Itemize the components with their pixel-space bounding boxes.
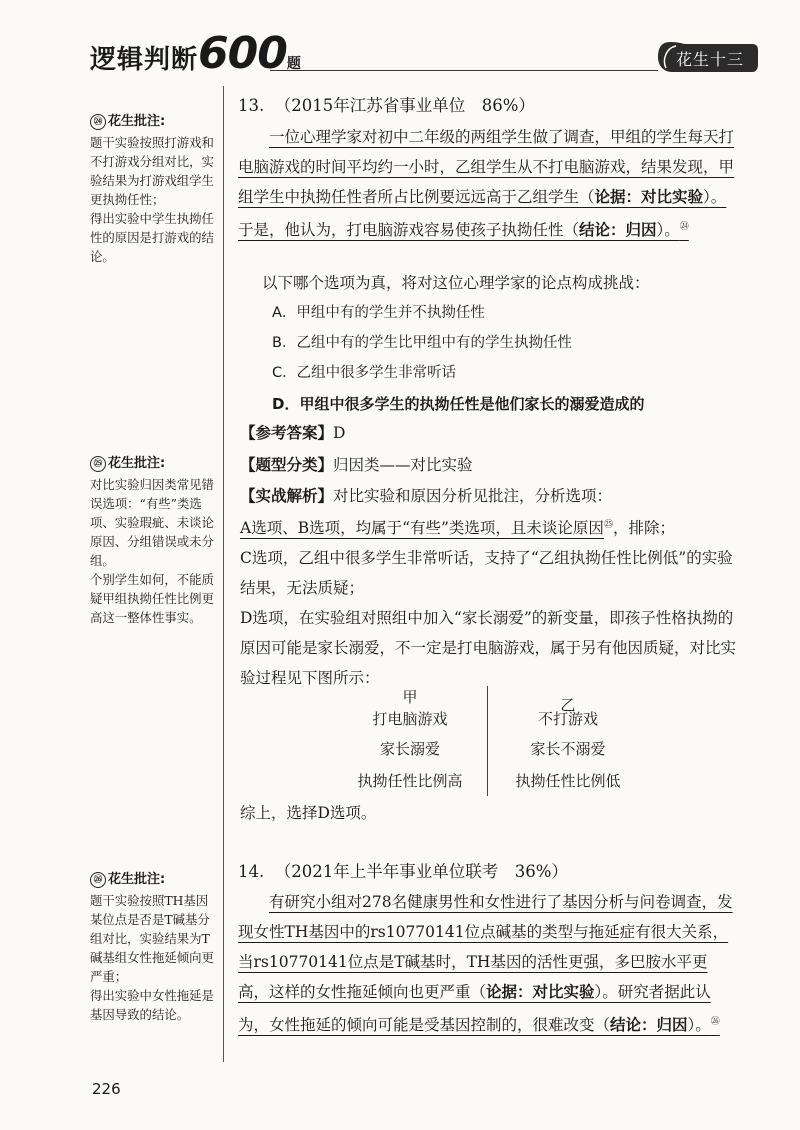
analysis-body: A选项、B选项，均属于“有些”类选项，且未谈论原因$^㉕$，排除； C选项，乙组中很多学生非常听话，支持了“乙组执拗任性比例低”的实验结果，无法质疑； D选项，在实验组对照组中加入“家长溺爱”的新变量，即孩子性格执拗的原因可能是家长溺爱，不一定是打电脑游戏，属于另有他因质疑，对比实验过程见下图所示： xyxy=(240,519,737,688)
reference-answer: 【参考答案】D xyxy=(240,423,346,442)
book-title: 逻辑判断600题 xyxy=(90,28,302,79)
diagram-group-b-head: 乙 xyxy=(560,696,576,714)
question-14-stem: 有研究小组对278名健康男性和女性进行了基因分析与问卷调查，发现女性TH基因中的rs10770141位点碱基的类型与拖延症有很大关系，当rs10770141位点是T碱基时，TH基因的活性更强，多巴胺水平更高，这样的女性拖延倾向也更严重（论据：对比实验）。研究者据此认为，女性拖延的倾向可能是受基因控制的，很难改变（结论：归因）。$^㉖$ xyxy=(238,893,733,1035)
margin-note-26: ㉖ 花生批注: 题干实验按照TH基因某位点是否是T碱基分组对比，实验结果为T碱基组女性拖延倾向更严重； 得出实验中女性拖延是基因导致的结论。 xyxy=(90,872,214,1022)
option-b: B．乙组中有的学生比甲组中有的学生执拗任性 xyxy=(272,335,572,351)
question-13-stem: 一位心理学家对初中二年级的两组学生做了调查，甲组的学生每天打电脑游戏的时间平均约一小时，乙组学生从不打电脑游戏，结果发现，甲组学生中执拗任性者所占比例要远远高于乙组学生（论据：对比实验）。于是，他认为，打电脑游戏容易使孩子执拗任性（结论：归因）。$^㉔$ xyxy=(238,128,735,240)
diagram-group-b-row3: 执拗任性比例低 xyxy=(515,772,621,790)
question-14-header: 14. （2021年上半年事业单位联考 36%） xyxy=(238,862,568,881)
diagram-group-b-row2: 家长不溺爱 xyxy=(530,740,606,758)
question-13-header: 13. （2015年江苏省事业单位 86%） xyxy=(238,96,535,115)
page-number: 226 xyxy=(92,1080,121,1098)
brand-name: 花生十三 xyxy=(676,50,745,69)
diagram-group-a-row3: 执拗任性比例高 xyxy=(357,772,463,790)
diagram-group-a-row1: 打电脑游戏 xyxy=(372,710,448,728)
option-d: D．甲组中很多学生的执拗任性是他们家长的溺爱造成的 xyxy=(272,395,645,413)
margin-note-24: ㉔ 花生批注: 题干实验按照打游戏和不打游戏分组对比，实验结果为打游戏组学生更执拗任性； 得出实验中学生执拗任性的原因是打游戏的结论。 xyxy=(90,114,214,264)
analysis-intro: 【实战解析】对比实验和原因分析见批注，分析选项： xyxy=(240,486,613,505)
question-type: 【题型分类】归因类——对比实验 xyxy=(240,455,473,474)
conclusion: 综上，选择D选项。 xyxy=(240,804,377,822)
diagram-group-a-row2: 家长溺爱 xyxy=(379,740,440,758)
margin-divider xyxy=(223,86,224,1062)
diagram-group-b-row1: 不打游戏 xyxy=(537,710,598,728)
diagram-group-a-head: 甲 xyxy=(402,688,418,706)
header-rule xyxy=(270,70,658,71)
option-a: A．甲组中有的学生并不执拗任性 xyxy=(272,305,485,321)
question-13-prompt: 以下哪个选项为真，将对这位心理学家的论点构成挑战： xyxy=(262,274,650,292)
margin-note-25: ㉕ 花生批注: 对比实验归因类常见错误选项：“有些”类选项、实验瑕疵、未谈论原因、分组错误或未分组。 个别学生如何，不能质疑甲组执拗任性比例更高这一整体性事实。 xyxy=(90,456,214,625)
option-c: C．乙组中很多学生非常听话 xyxy=(272,365,457,381)
